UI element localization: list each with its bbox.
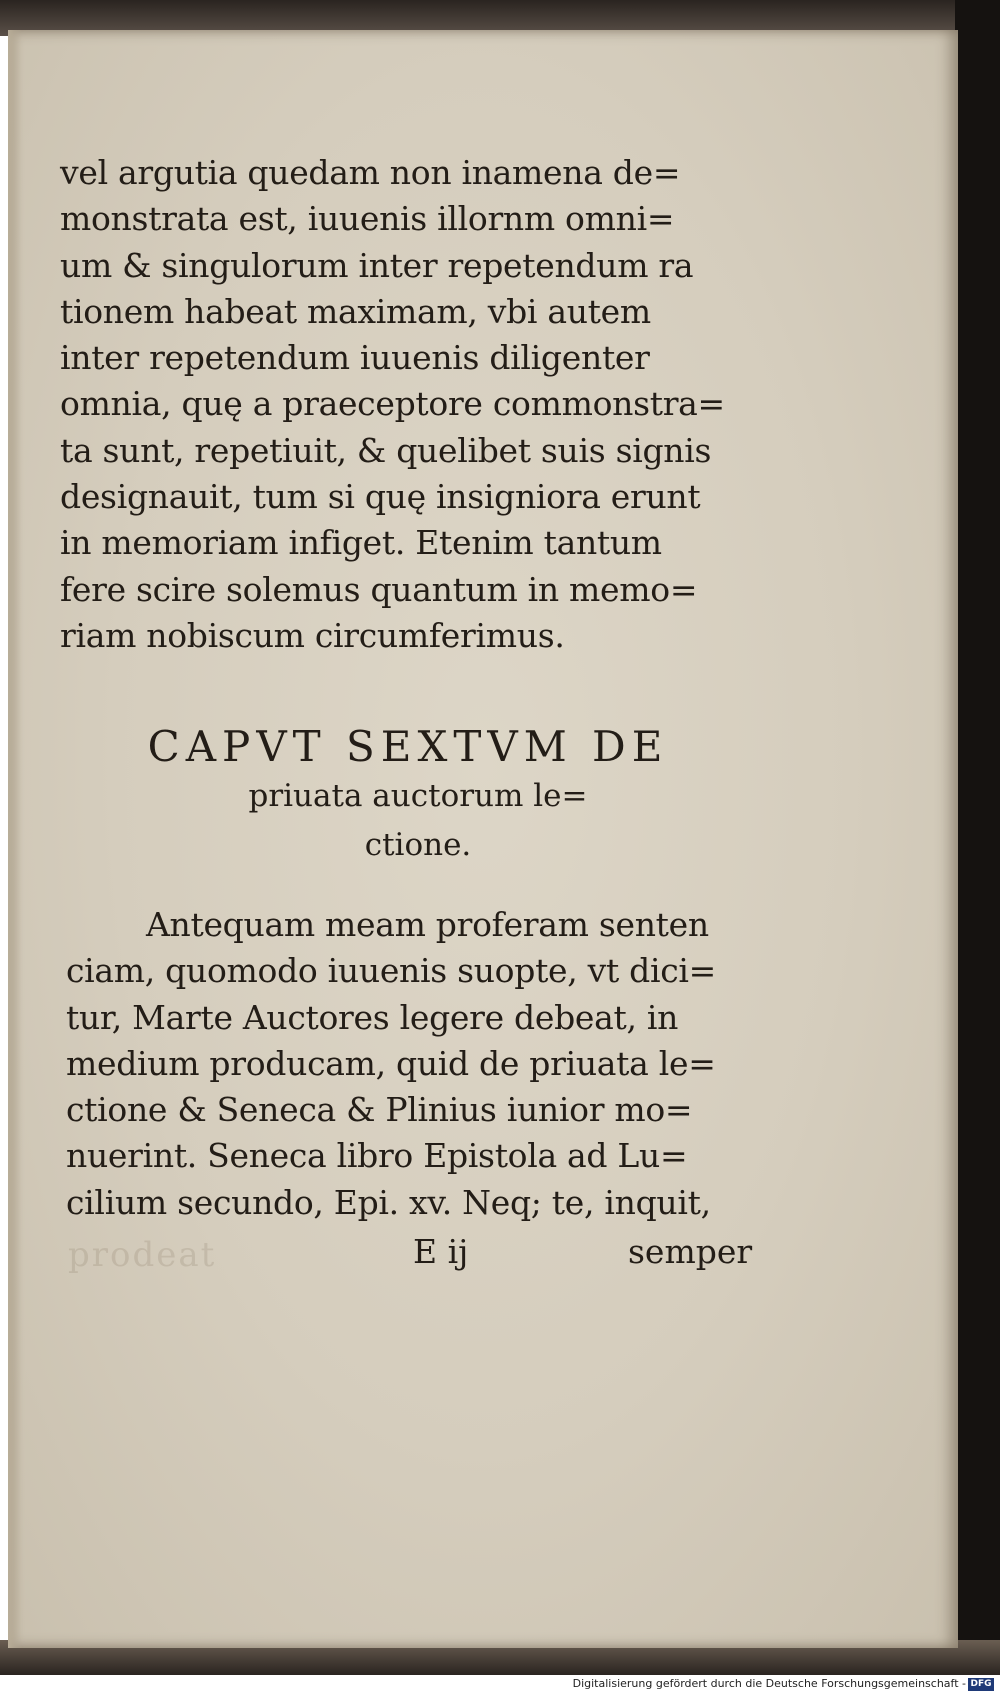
text-line: nuerint. Seneca libro Epistola ad Lu=	[66, 1136, 688, 1176]
text-line: in memoriam infiget. Etenim tantum	[60, 523, 662, 563]
chapter-subheading-line-1: priuata auctorum le=	[248, 778, 588, 814]
catchword: semper	[628, 1232, 753, 1271]
bleed-through-text: prodeat	[68, 1235, 217, 1275]
text-line: Antequam meam proferam senten	[146, 905, 709, 944]
book-page	[8, 30, 958, 1648]
text-line: medium producam, quid de priuata le=	[66, 1043, 716, 1083]
text-line: ctione & Seneca & Plinius iunior mo=	[66, 1090, 693, 1130]
text-line: omnia, quę a praeceptore commonstra=	[60, 384, 725, 424]
text-line: vel argutia quedam non inamena de=	[60, 153, 681, 192]
scan-background-right	[955, 0, 1000, 1675]
text-line: cilium secundo, Epi. xv. Neq; te, inquit,	[66, 1182, 711, 1222]
text-line: ta sunt, repetiuit, & quelibet suis signis	[60, 430, 712, 470]
paragraph-1	[60, 150, 740, 659]
dfg-logo-icon: DFG	[968, 1678, 994, 1691]
signature-mark: E ij	[413, 1232, 469, 1271]
text-line: tur, Marte Auctores legere debeat, in	[66, 997, 679, 1037]
footer-credit: Digitalisierung gefördert durch die Deutsche Forschungsgemeinschaft -	[572, 1677, 966, 1690]
chapter-heading: CAPVT SEXTVM DE	[147, 722, 669, 771]
paragraph-2	[66, 902, 756, 1226]
text-line: riam nobiscum circumferimus.	[60, 615, 565, 655]
page-foot-line	[8, 1232, 768, 1278]
text-line: monstrata est, iuuenis illornm omni=	[60, 199, 675, 239]
text-line: fere scire solemus quantum in memo=	[60, 569, 698, 609]
page-edge-shadow	[8, 30, 22, 1648]
text-line: inter repetendum iuuenis diligenter	[60, 338, 650, 378]
text-line: designauit, tum si quę insigniora erunt	[60, 477, 701, 517]
text-line: ciam, quomodo iuuenis suopte, vt dici=	[66, 951, 717, 991]
chapter-subheading-line-2: ctione.	[364, 827, 472, 863]
text-line: tionem habeat maximam, vbi autem	[60, 291, 651, 331]
text-line: um & singulorum inter repetendum ra	[60, 245, 694, 285]
footer-bar	[0, 1675, 1000, 1695]
